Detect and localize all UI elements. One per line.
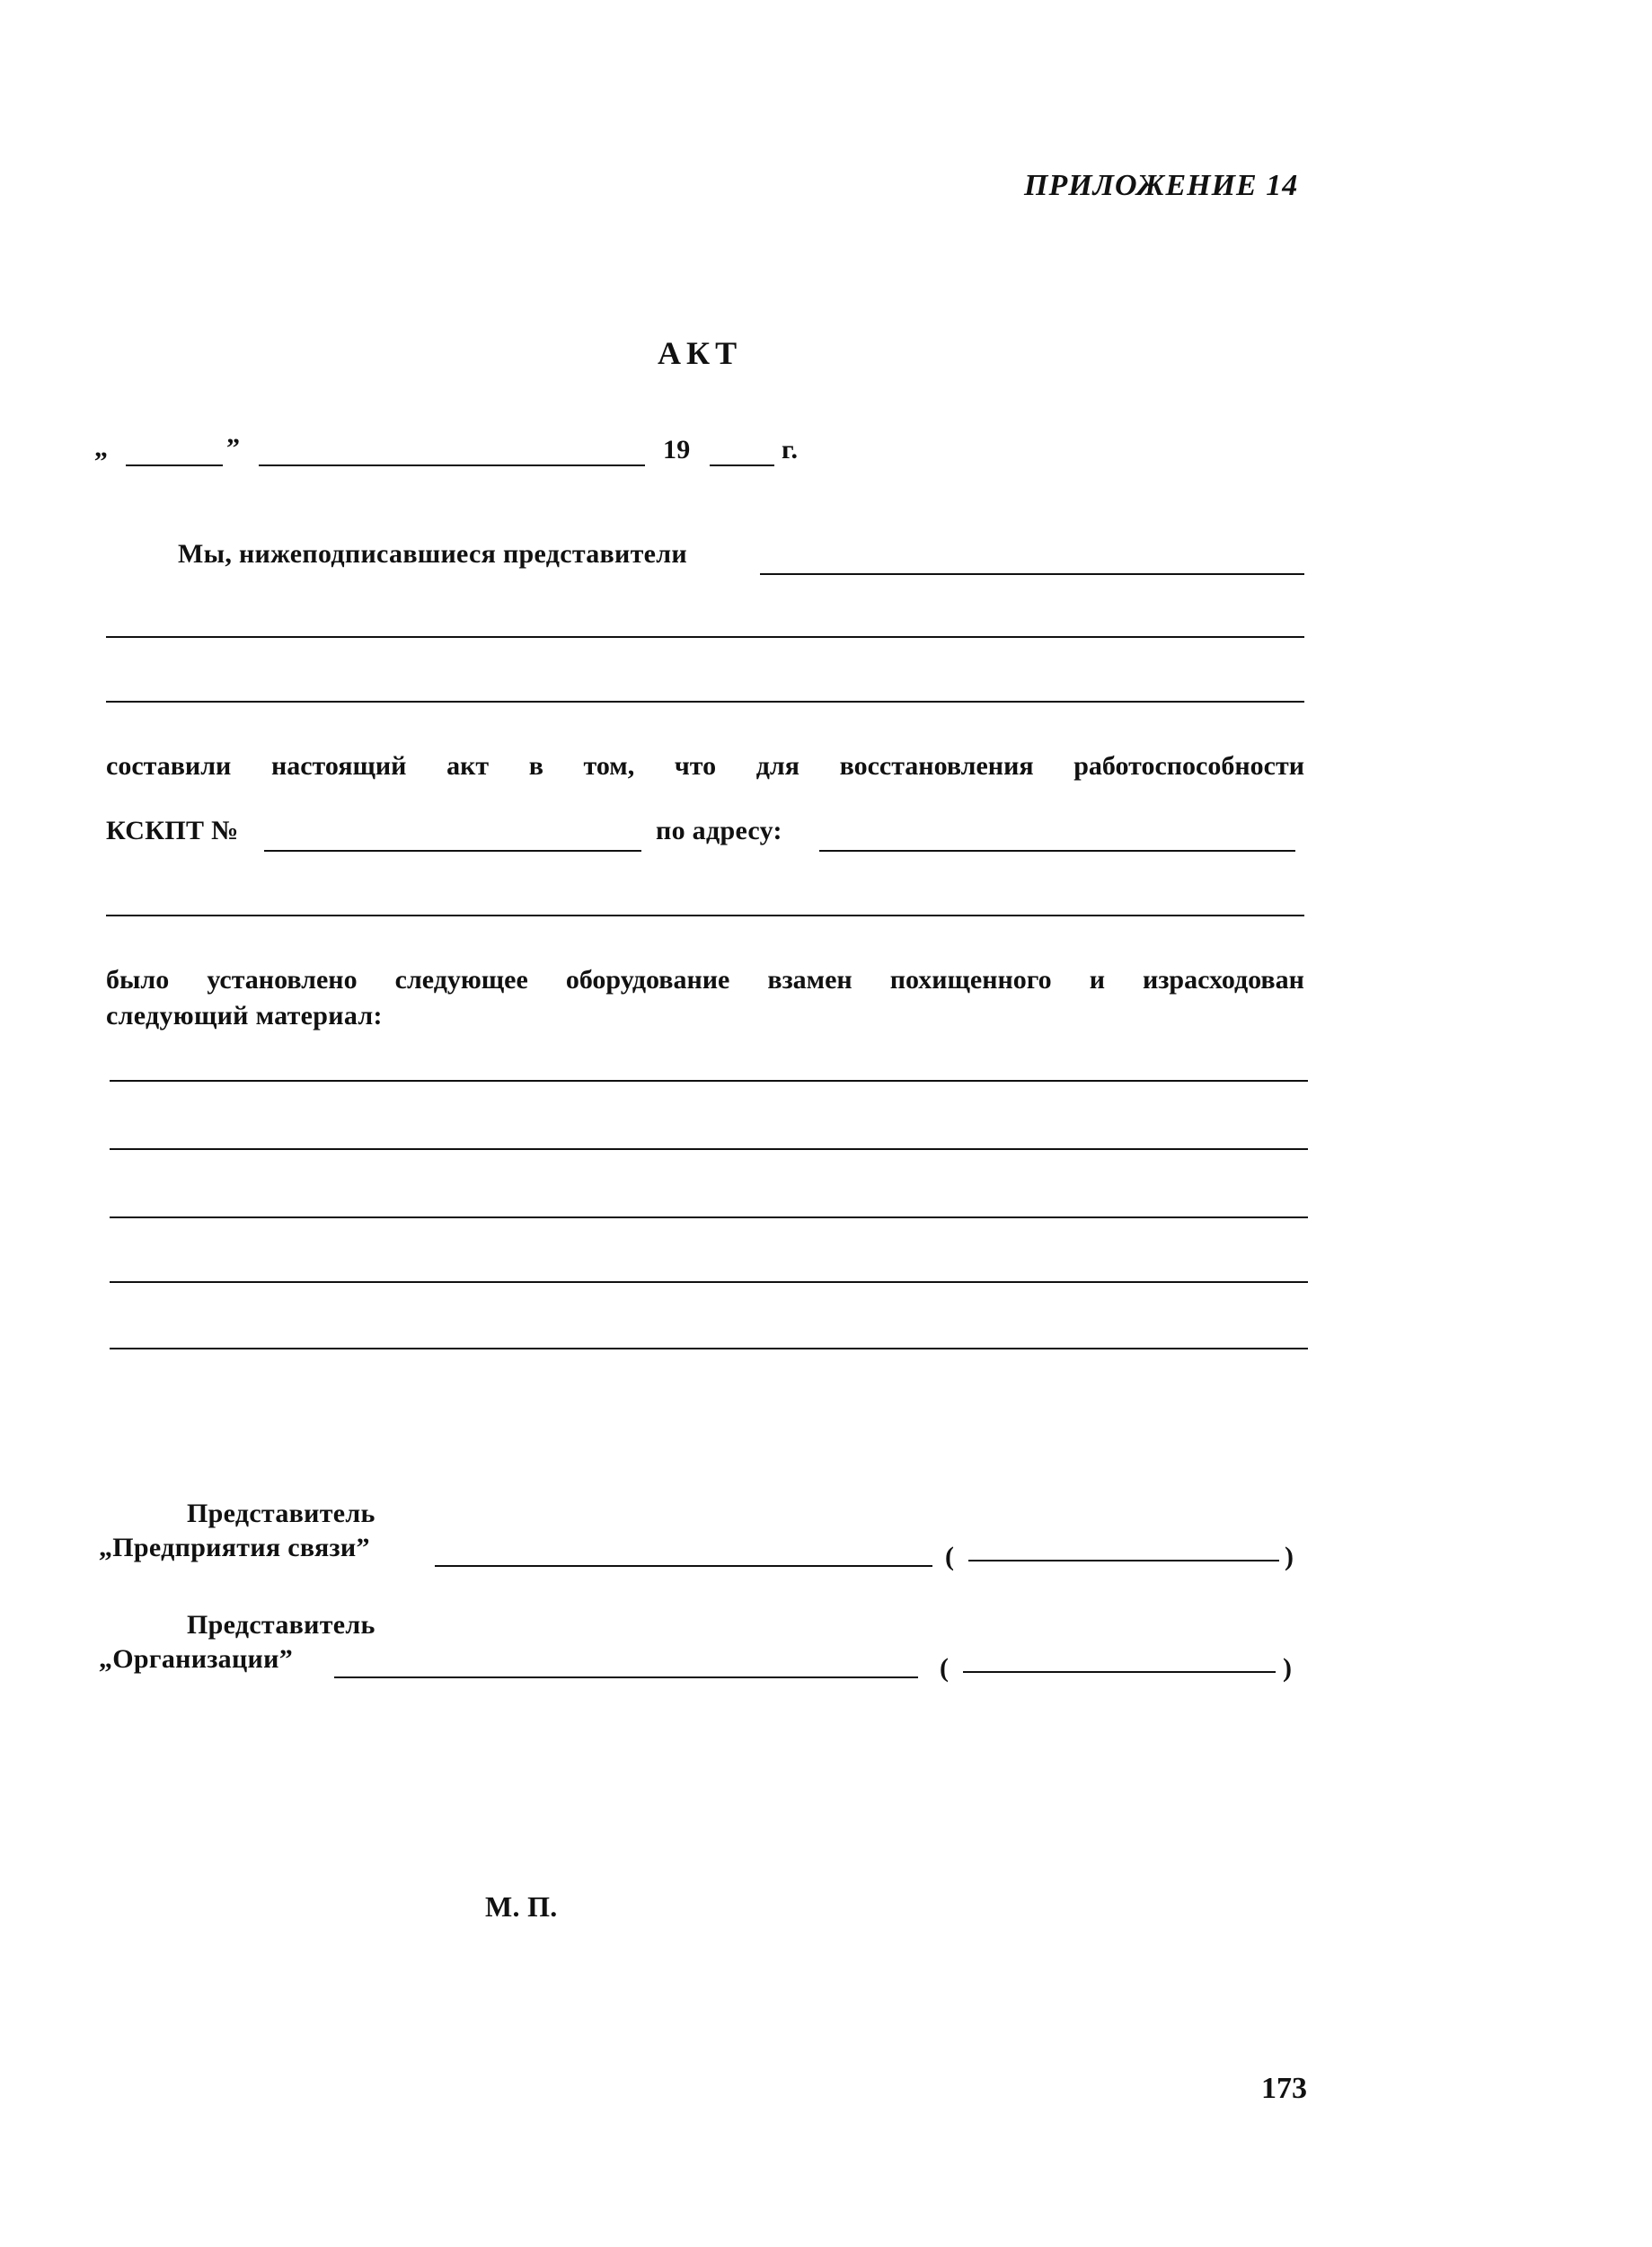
word: похищенного: [889, 965, 1052, 995]
material-line-1[interactable]: [110, 1080, 1308, 1082]
rep1-name-field[interactable]: [968, 1560, 1279, 1561]
date-year-suffix: г.: [782, 435, 799, 464]
representatives-field[interactable]: [760, 573, 1304, 575]
word: составили: [106, 751, 232, 781]
word: восстановления: [839, 751, 1034, 781]
date-quote-close: ”: [226, 433, 241, 463]
word: в: [528, 751, 543, 781]
word: следующее: [394, 965, 528, 995]
rep1-paren-close: ): [1285, 1542, 1294, 1571]
rep1-org: „Предприятия связи”: [99, 1533, 370, 1562]
equipment-text-line-2: следующий материал:: [106, 1001, 383, 1031]
material-line-3[interactable]: [110, 1216, 1308, 1218]
date-year-field[interactable]: [710, 464, 774, 466]
word: израсходован: [1143, 965, 1304, 995]
rep1-title: Представитель: [187, 1499, 375, 1528]
material-line-2[interactable]: [110, 1148, 1308, 1150]
word: и: [1089, 965, 1105, 995]
document-title: АКТ: [658, 335, 743, 371]
date-month-field[interactable]: [259, 464, 645, 466]
equipment-text-line-1: [106, 965, 1304, 995]
date-day-field[interactable]: [126, 464, 223, 466]
word: установлено: [207, 965, 358, 995]
rep1-paren-open: (: [945, 1542, 955, 1571]
address-label: по адресу:: [656, 816, 782, 845]
word: для: [755, 751, 799, 781]
representatives-line-3[interactable]: [106, 701, 1304, 703]
intro-text: Мы, нижеподписавшиеся представители: [178, 539, 688, 569]
stamp-placeholder: М. П.: [485, 1890, 558, 1923]
date-quote-open: „: [94, 433, 109, 463]
word: было: [106, 965, 170, 995]
word: работоспособности: [1073, 751, 1304, 781]
kskpt-number-field[interactable]: [264, 850, 641, 852]
material-line-5[interactable]: [110, 1348, 1308, 1349]
address-field[interactable]: [819, 850, 1295, 852]
word: акт: [446, 751, 490, 781]
word: взамен: [767, 965, 853, 995]
rep2-paren-open: (: [940, 1653, 950, 1683]
word: том,: [583, 751, 635, 781]
page-number: 173: [1261, 2072, 1307, 2105]
rep2-name-field[interactable]: [963, 1671, 1276, 1673]
composed-act-text: [106, 751, 1304, 782]
word: настоящий: [270, 751, 407, 781]
address-line-2[interactable]: [106, 915, 1304, 916]
rep2-org: „Организации”: [99, 1644, 294, 1674]
word: оборудование: [565, 965, 730, 995]
rep2-paren-close: ): [1283, 1653, 1293, 1683]
rep1-signature-field[interactable]: [435, 1565, 932, 1567]
kskpt-label: КСКПТ №: [106, 816, 239, 845]
material-line-4[interactable]: [110, 1281, 1308, 1283]
word: что: [674, 751, 717, 781]
rep2-signature-field[interactable]: [334, 1676, 918, 1678]
appendix-label: ПРИЛОЖЕНИЕ 14: [1024, 169, 1299, 202]
representatives-line-2[interactable]: [106, 636, 1304, 638]
date-year-prefix: 19: [663, 435, 691, 464]
rep2-title: Представитель: [187, 1610, 375, 1640]
